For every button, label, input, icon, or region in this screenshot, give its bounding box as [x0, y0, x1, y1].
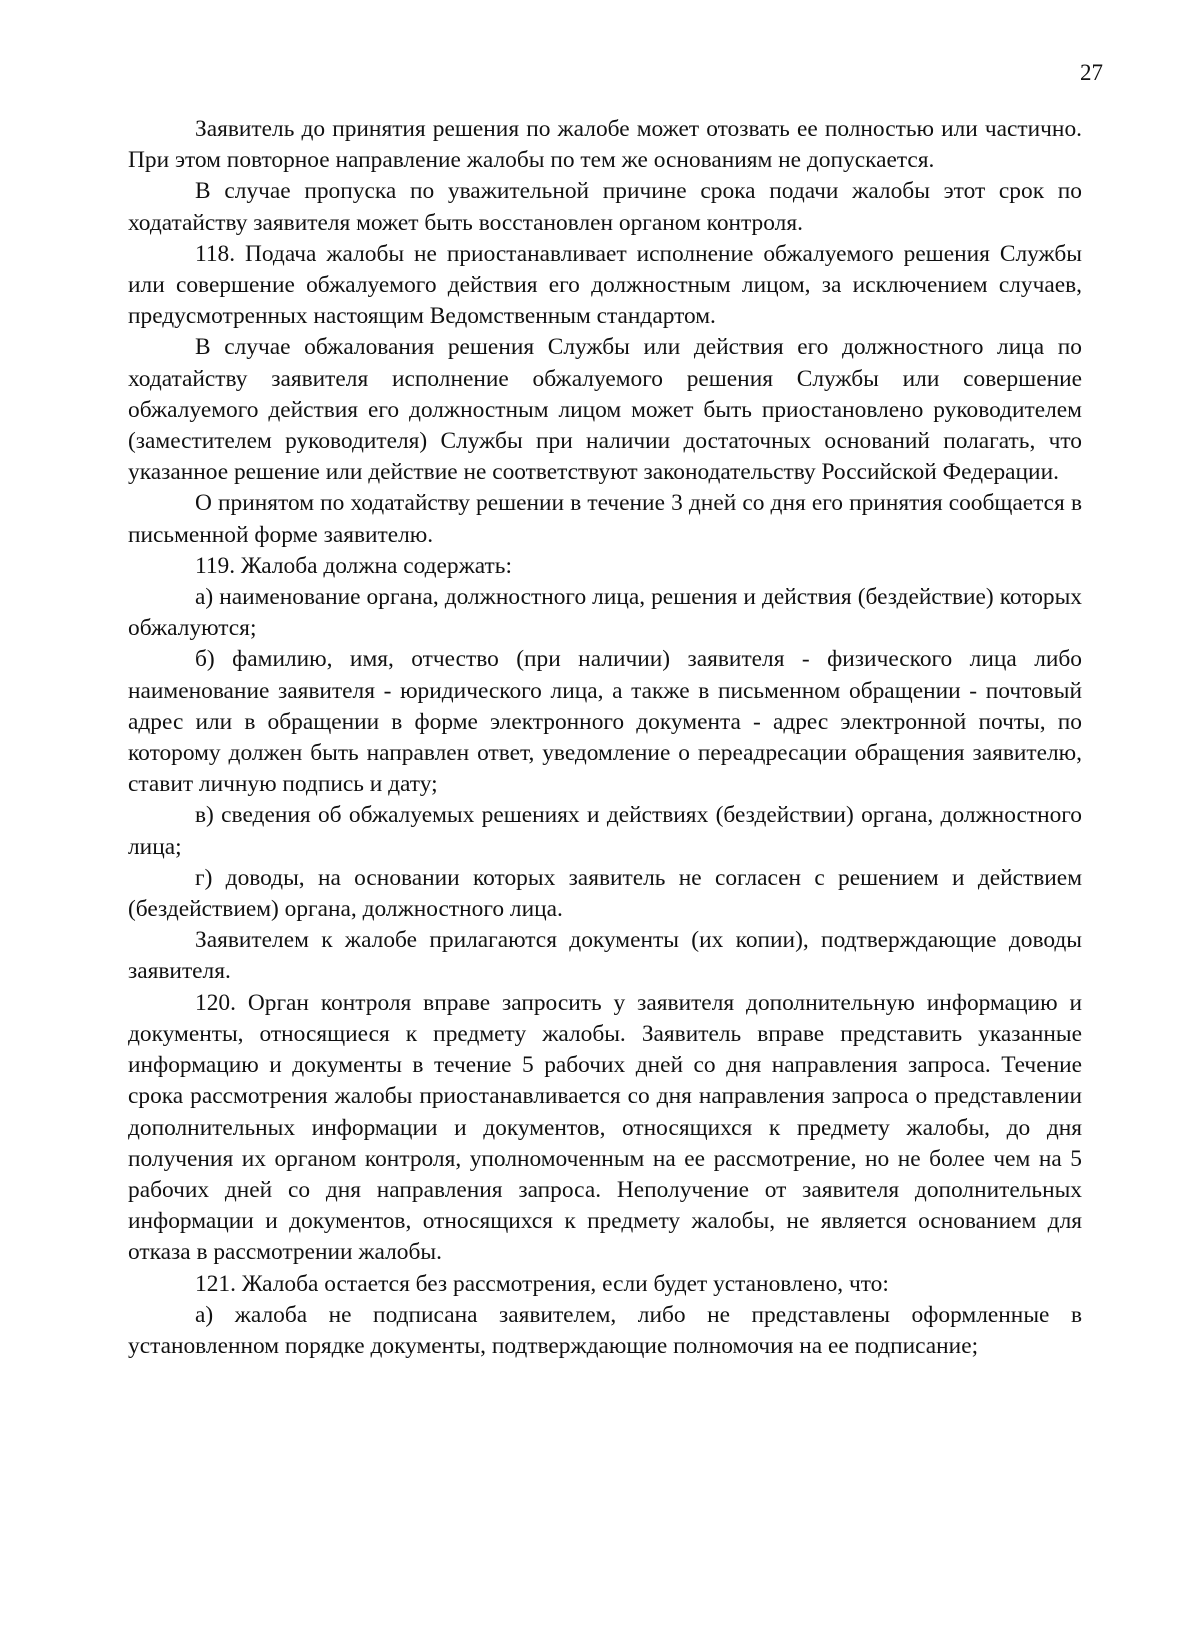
- list-item-119-v: в) сведения об обжалуемых решениях и действиях (бездействии) органа, должностного лица;: [128, 802, 1082, 860]
- paragraph-withdraw-complaint: Заявитель до принятия решения по жалобе может отозвать ее полностью или частично. При этом повторное направление жалобы по тем же основаниям не допускается.: [128, 116, 1082, 174]
- page-number: 27: [1080, 60, 1103, 85]
- document-body: [128, 114, 1082, 1362]
- paragraph-121: 121. Жалоба остается без рассмотрения, если будет установлено, что:: [195, 1270, 889, 1297]
- list-item-121-a: а) жалоба не подписана заявителем, либо не представлены оформленные в установленном порядке документы, подтверждающие полномочия на ее подписание;: [128, 1301, 1082, 1359]
- list-item-119-a: а) наименование органа, должностного лица, решения и действия (бездействие) которых обжалуются;: [128, 584, 1082, 642]
- list-item-119-g: г) доводы, на основании которых заявитель не согласен с решением и действием (бездействием) органа, должностного лица.: [128, 864, 1082, 923]
- paragraph-120: 120. Орган контроля вправе запросить у заявителя дополнительную информацию и документы, относящиеся к предмету жалобы. Заявитель вправе представить указанные информацию и документы в течение 5 рабочих дней со дня направления запроса. Течение срока рассмотрения жалобы приостанавливается со дня направления запроса о представлении дополнительных информации и документов, относящихся к предмету жалобы, до дня получения их органом контроля, уполномоченным на ее рассмотрение, но не более чем на 5 рабочих дней со дня направления запроса. Неполучение от заявителя дополнительных информации и документов, относящихся к предмету жалобы, не является основанием для отказа в рассмотрении жалобы.: [128, 989, 1082, 1266]
- paragraph-decision-notice: О принятом по ходатайству решении в течение 3 дней со дня его принятия сообщается в письменной форме заявителю.: [128, 490, 1082, 548]
- paragraph-attachments: Заявителем к жалобе прилагаются документы (их копии), подтверждающие доводы заявителя.: [128, 927, 1082, 985]
- paragraph-118: 118. Подача жалобы не приостанавливает исполнение обжалуемого решения Службы или совершение обжалуемого действия его должностным лицом, за исключением случаев, предусмотренных настоящим Ведомственным стандартом.: [128, 240, 1082, 330]
- paragraph-deadline-restore: В случае пропуска по уважительной причине срока подачи жалобы этот срок по ходатайству заявителя может быть восстановлен органом контроля.: [128, 178, 1082, 236]
- paragraph-119: 119. Жалоба должна содержать:: [195, 552, 512, 579]
- paragraph-suspension: В случае обжалования решения Службы или действия его должностного лица по ходатайству заявителя исполнение обжалуемого решения Службы или совершение обжалуемого действия его должностным лицом может быть приостановлено руководителем (заместителем руководителя) Службы при наличии достаточных оснований полагать, что указанное решение или действие не соответствуют законодательству Российской Федерации.: [128, 334, 1082, 486]
- list-item-119-b: б) фамилию, имя, отчество (при наличии) заявителя - физического лица либо наименование заявителя - юридического лица, а также в письменном обращении - почтовый адрес или в обращении в форме электронного документа - адрес электронной почты, по которому должен быть направлен ответ, уведомление о переадресации обращения заявителю, ставит личную подпись и дату;: [128, 646, 1082, 798]
